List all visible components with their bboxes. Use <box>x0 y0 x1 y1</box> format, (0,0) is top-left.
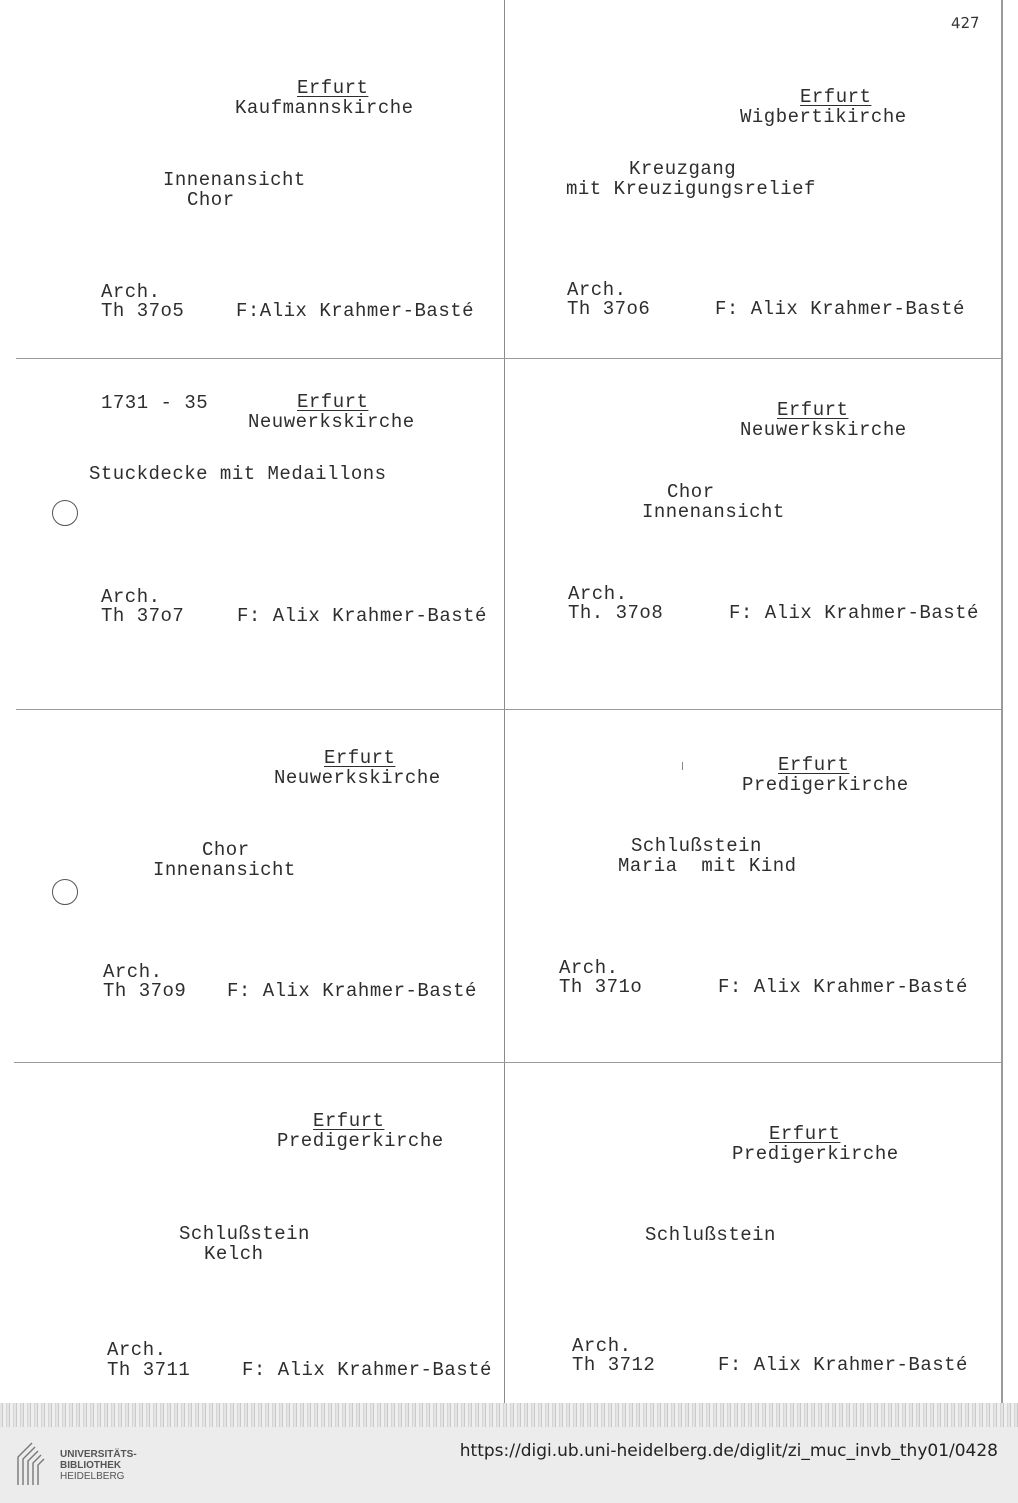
card-church: Wigbertikirche <box>740 106 907 128</box>
card-divider-row-3 <box>14 1062 1002 1063</box>
card-arch-label: Arch. <box>568 583 628 605</box>
card-photographer: F: Alix Krahmer-Basté <box>237 605 487 627</box>
card-signature: Th 37o9 <box>103 980 187 1002</box>
card-photographer: F: Alix Krahmer-Basté <box>242 1359 492 1381</box>
card-date: 1731 - 35 <box>101 392 209 414</box>
card-city: Erfurt <box>313 1110 385 1132</box>
logo-line: BIBLIOTHEK <box>60 1460 122 1471</box>
card-signature: Th 3712 <box>572 1354 656 1376</box>
card-arch-label: Arch. <box>101 281 161 303</box>
card-signature: Th 371o <box>559 976 643 998</box>
card-divider-row-1 <box>16 358 1002 359</box>
card-arch-label: Arch. <box>103 961 163 983</box>
card-church: Neuwerkskirche <box>740 419 907 441</box>
punch-hole <box>52 879 78 905</box>
card-photographer: F: Alix Krahmer-Basté <box>227 980 477 1002</box>
card-divider-row-2 <box>16 709 1002 710</box>
card-church: Predigerkirche <box>277 1130 444 1152</box>
card-signature: Th 3711 <box>107 1359 191 1381</box>
card-arch-label: Arch. <box>572 1335 632 1357</box>
margin-mark <box>682 762 683 770</box>
scan-edge-strip <box>0 1403 1018 1427</box>
card-church: Predigerkirche <box>742 774 909 796</box>
card-city: Erfurt <box>769 1123 841 1145</box>
card-description: Schlußstein <box>179 1223 310 1245</box>
card-description: Kreuzgang <box>629 158 737 180</box>
permalink-url[interactable]: https://digi.ub.uni-heidelberg.de/diglit/zi_muc_invb_thy01/0428 <box>459 1441 998 1461</box>
card-arch-label: Arch. <box>559 957 619 979</box>
card-church: Neuwerkskirche <box>274 767 441 789</box>
logo-line: HEIDELBERG <box>60 1471 125 1482</box>
card-description: Maria mit Kind <box>618 855 797 877</box>
card-photographer: F:Alix Krahmer-Basté <box>236 300 475 322</box>
card-photographer: F: Alix Krahmer-Basté <box>729 602 979 624</box>
card-signature: Th 37o5 <box>101 300 185 322</box>
card-church: Predigerkirche <box>732 1143 899 1165</box>
card-arch-label: Arch. <box>101 586 161 608</box>
card-signature: Th 37o6 <box>567 298 651 320</box>
sheet-edge <box>1001 0 1003 1403</box>
viewer-footer <box>0 1427 1018 1503</box>
card-description: Schlußstein <box>645 1224 776 1246</box>
card-city: Erfurt <box>778 754 850 776</box>
page-number: 427 <box>950 13 980 33</box>
card-description: Innenansicht <box>642 501 785 523</box>
logo-line: UNIVERSITÄTS- <box>60 1449 137 1460</box>
card-city: Erfurt <box>777 399 849 421</box>
card-photographer: F: Alix Krahmer-Basté <box>718 1354 968 1376</box>
card-description: Innenansicht <box>163 169 306 191</box>
card-church: Neuwerkskirche <box>248 411 415 433</box>
card-city: Erfurt <box>800 86 872 108</box>
card-signature: Th 37o7 <box>101 605 185 627</box>
card-description: Chor <box>667 481 715 503</box>
card-description: Innenansicht <box>153 859 296 881</box>
card-church: Kaufmannskirche <box>235 97 414 119</box>
card-arch-label: Arch. <box>567 279 627 301</box>
card-city: Erfurt <box>297 77 369 99</box>
card-description: Chor <box>187 189 235 211</box>
card-signature: Th. 37o8 <box>568 602 664 624</box>
library-logo-icon <box>14 1439 54 1489</box>
card-divider-vertical <box>504 0 505 1403</box>
card-photographer: F: Alix Krahmer-Basté <box>718 976 968 998</box>
card-photographer: F: Alix Krahmer-Basté <box>715 298 965 320</box>
library-logo-text <box>60 1449 180 1482</box>
card-description: Stuckdecke mit Medaillons <box>89 463 387 485</box>
card-description: Schlußstein <box>631 835 762 857</box>
card-city: Erfurt <box>297 391 369 413</box>
card-description: mit Kreuzigungsrelief <box>566 178 816 200</box>
card-arch-label: Arch. <box>107 1339 167 1361</box>
card-description: Kelch <box>204 1243 264 1265</box>
card-city: Erfurt <box>324 747 396 769</box>
card-description: Chor <box>202 839 250 861</box>
punch-hole <box>52 500 78 526</box>
